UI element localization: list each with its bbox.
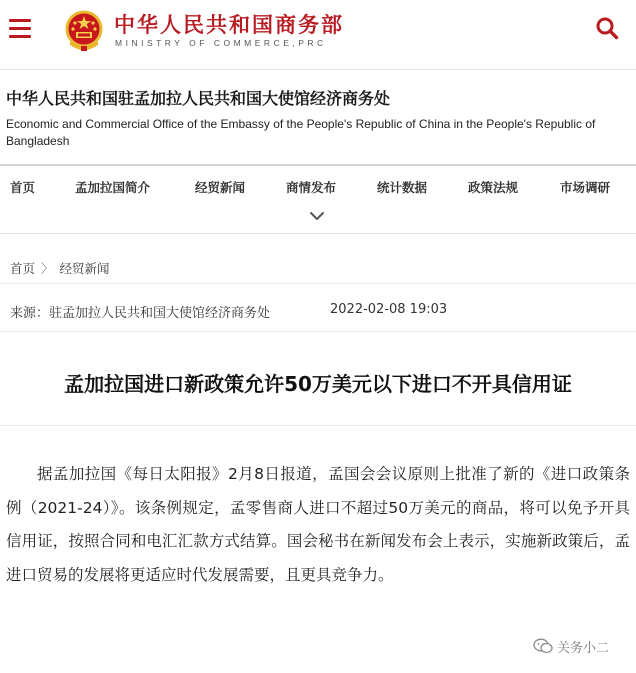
- nav-item-market-research[interactable]: 市场调研: [560, 180, 611, 195]
- office-title-en: Economic and Commercial Office of the Embassy of the People's Republic of China in the People's Republic of Bangladesh: [6, 117, 596, 148]
- nav-item-trade-news[interactable]: 经贸新闻: [195, 180, 246, 195]
- nav-item-statistics[interactable]: 统计数据: [377, 180, 428, 195]
- breadcrumb-separator: 〉: [41, 261, 54, 276]
- nav-item-home[interactable]: 首页: [10, 180, 36, 195]
- article-title: 孟加拉国进口新政策允许50万美元以下进口不开具信用证: [64, 372, 572, 396]
- site-subtitle: MINISTRY OF COMMERCE,PRC: [115, 38, 327, 48]
- wechat-watermark: [533, 636, 609, 656]
- site-title[interactable]: 中华人民共和国商务部: [114, 13, 344, 37]
- nav-item-business-info[interactable]: 商情发布: [286, 180, 337, 195]
- site-header: [0, 0, 636, 70]
- article-body: 据孟加拉国《每日太阳报》2月8日报道，孟国会会议原则上批准了新的《进口政策条例（2021-24）》。该条例规定，孟零售商人进口不超过50万美元的商品，将可以免予开具信用证，按照合同和电汇汇款方式结算。国会秘书在新闻发布会上表示，实施新政策后，孟进口贸易的发展将更适应时代发展需要，且更具竞争力。: [6, 465, 630, 584]
- office-banner: [0, 70, 636, 166]
- office-title-cn[interactable]: 中华人民共和国驻孟加拉人民共和国大使馆经济商务处: [6, 89, 391, 108]
- hamburger-menu-icon[interactable]: [9, 19, 31, 39]
- article-title-band: [0, 340, 636, 426]
- national-emblem-icon: [64, 10, 104, 52]
- search-icon[interactable]: [595, 16, 619, 40]
- nav-item-policies[interactable]: 政策法规: [468, 180, 519, 195]
- wechat-icon: [533, 638, 553, 654]
- nav-item-country-profile[interactable]: 孟加拉国简介: [75, 180, 151, 195]
- breadcrumb-home[interactable]: 首页: [10, 261, 36, 276]
- breadcrumb: [0, 250, 636, 284]
- watermark-text: 关务小二: [557, 640, 610, 656]
- article-date: 2022-02-08 19:03: [330, 302, 448, 317]
- main-nav: [0, 168, 636, 234]
- article-meta: [0, 290, 636, 332]
- chevron-down-icon[interactable]: [308, 210, 326, 222]
- breadcrumb-current[interactable]: 经贸新闻: [59, 261, 110, 276]
- article-source: 来源：驻孟加拉人民共和国大使馆经济商务处: [10, 306, 271, 321]
